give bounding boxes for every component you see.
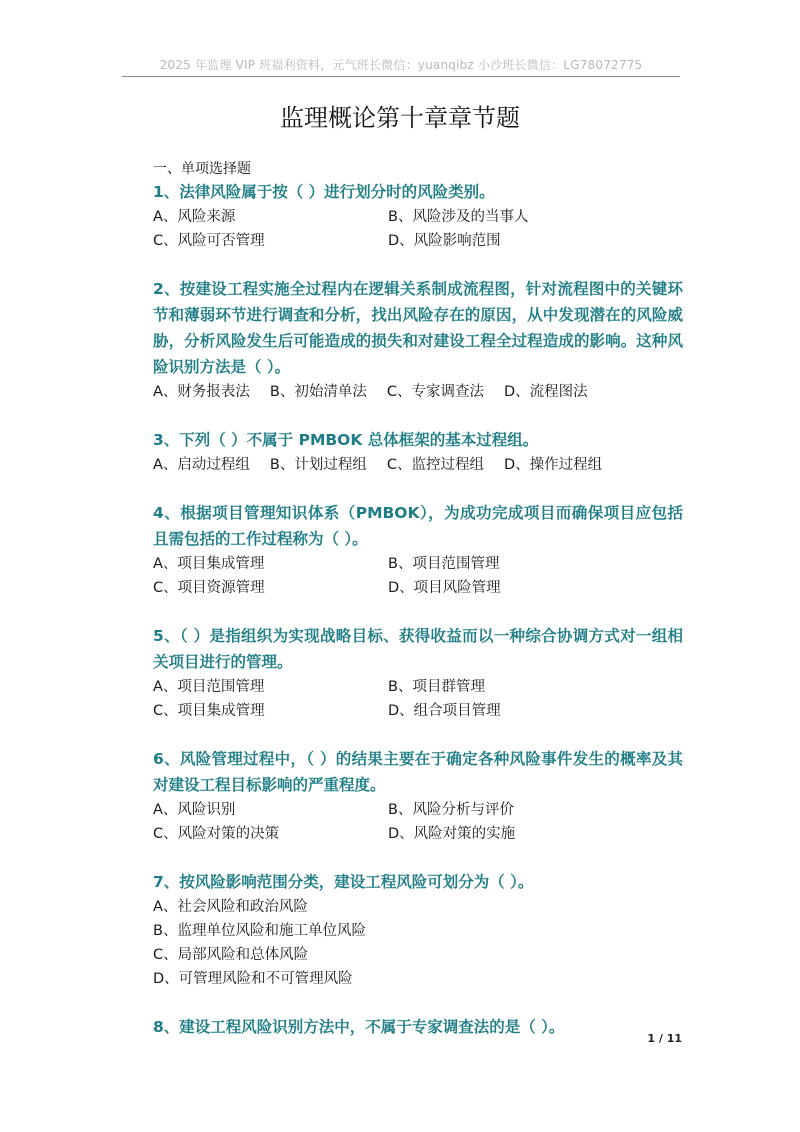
question-8 bbox=[153, 1014, 683, 1040]
option-b: B、初始清单法 bbox=[269, 384, 367, 400]
option-c: C、局部风险和总体风险 bbox=[153, 947, 309, 963]
option-group bbox=[153, 675, 683, 723]
option-c: C、监控过程组 bbox=[386, 457, 484, 473]
question-stem: 7、按风险影响范围分类，建设工程风险可划分为（ ）。 bbox=[153, 873, 534, 891]
option-c: C、风险可否管理 bbox=[153, 233, 265, 249]
question-stem: 6、风险管理过程中，（ ）的结果主要在于确定各种风险事件发生的概率及其对建设工程目标影响的严重程度。 bbox=[153, 750, 683, 794]
question-6 bbox=[153, 746, 683, 846]
option-a: A、项目范围管理 bbox=[153, 679, 265, 695]
option-group bbox=[153, 380, 683, 404]
option-group bbox=[153, 552, 683, 600]
question-1 bbox=[153, 179, 683, 253]
option-d: D、风险对策的实施 bbox=[388, 826, 516, 842]
question-2 bbox=[153, 276, 683, 404]
question-stem: 4、根据项目管理知识体系（PMBOK），为成功完成项目而确保项目应包括且需包括的工作过程称为（ ）。 bbox=[153, 504, 683, 548]
question-7 bbox=[153, 869, 683, 991]
option-c: C、项目资源管理 bbox=[153, 580, 265, 596]
page-header-note: 2025 年监理 VIP 班福利资料，元气班长微信：yuanqibz 小沙班长微信：LG78072775 bbox=[159, 58, 643, 72]
option-b: B、项目群管理 bbox=[388, 679, 485, 695]
section-heading: 一、单项选择题 bbox=[153, 161, 251, 177]
option-a: A、启动过程组 bbox=[153, 457, 250, 473]
option-b: B、监理单位风险和施工单位风险 bbox=[153, 923, 366, 939]
option-d: D、可管理风险和不可管理风险 bbox=[153, 971, 353, 987]
option-a: A、风险识别 bbox=[153, 802, 236, 818]
option-a: A、项目集成管理 bbox=[153, 556, 265, 572]
header-divider bbox=[122, 76, 680, 77]
option-a: A、风险来源 bbox=[153, 209, 236, 225]
option-d: D、项目风险管理 bbox=[388, 580, 501, 596]
option-c: C、专家调查法 bbox=[386, 384, 484, 400]
page-number: 1 / 11 bbox=[647, 1032, 682, 1045]
option-c: C、风险对策的决策 bbox=[153, 826, 280, 842]
question-stem: 2、按建设工程实施全过程内在逻辑关系制成流程图，针对流程图中的关键环节和薄弱环节进行调查和分析，找出风险存在的原因，从中发现潜在的风险威胁，分析风险发生后可能造成的损失和对建设工程全过程造成的影响。这种风险识别方法是（ ）。 bbox=[153, 280, 683, 376]
option-d: D、操作过程组 bbox=[504, 457, 603, 473]
document-title: 监理概论第十章章节题 bbox=[280, 104, 520, 132]
option-d: D、风险影响范围 bbox=[388, 233, 501, 249]
option-a: A、财务报表法 bbox=[153, 384, 250, 400]
option-c: C、项目集成管理 bbox=[153, 703, 265, 719]
question-list bbox=[153, 159, 683, 1040]
option-group bbox=[153, 895, 683, 991]
option-b: B、项目范围管理 bbox=[388, 556, 500, 572]
option-b: B、风险涉及的当事人 bbox=[388, 209, 529, 225]
question-3 bbox=[153, 427, 683, 477]
question-stem: 3、下列（ ）不属于 PMBOK 总体框架的基本过程组。 bbox=[153, 431, 539, 449]
question-5 bbox=[153, 623, 683, 723]
option-b: B、计划过程组 bbox=[269, 457, 367, 473]
option-group bbox=[153, 453, 683, 477]
question-stem: 1、法律风险属于按（ ）进行划分时的风险类别。 bbox=[153, 183, 495, 201]
question-4 bbox=[153, 500, 683, 600]
option-d: D、流程图法 bbox=[504, 384, 588, 400]
option-d: D、组合项目管理 bbox=[388, 703, 501, 719]
option-group bbox=[153, 798, 683, 846]
question-stem: 5、（ ）是指组织为实现战略目标、获得收益而以一种综合协调方式对一组相关项目进行的管理。 bbox=[153, 627, 683, 671]
question-stem: 8、建设工程风险识别方法中，不属于专家调查法的是（ ）。 bbox=[153, 1018, 565, 1036]
option-group bbox=[153, 205, 683, 253]
option-b: B、风险分析与评价 bbox=[388, 802, 514, 818]
option-a: A、社会风险和政治风险 bbox=[153, 899, 308, 915]
